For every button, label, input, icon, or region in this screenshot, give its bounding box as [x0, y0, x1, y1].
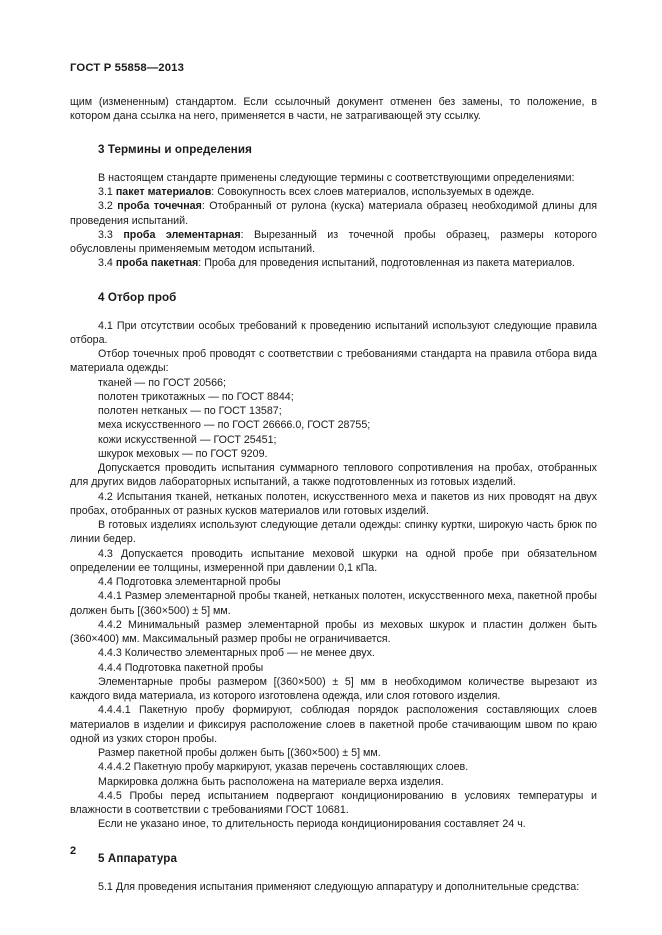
- heading-section-4: 4 Отбор проб: [98, 290, 177, 304]
- term-definition: : Вырезанный из точечной пробы образец, размеры которого обусловлены применяемым методом испытаний.: [70, 228, 597, 256]
- standard-reference-item: шкурок меховых — по ГОСТ 9209.: [98, 447, 268, 460]
- term-entry-3-1: [70, 185, 597, 199]
- clause-marking-placement: Маркировка должна быть расположена на материале верха изделия.: [98, 775, 444, 788]
- term-number: 3.3: [98, 228, 113, 241]
- term-definition: : Проба для проведения испытаний, подготовленная из пакета материалов.: [198, 257, 576, 270]
- clause-4-1-allowance: Допускается проводить испытания суммарного теплового сопротивления на пробах, отобранных для других видов лабораторных испытаний, а также подготовленных из готовых изделий.: [70, 462, 597, 489]
- clause-4-1-sampling-rule: Отбор точечных проб проводят с соответствии с требованиями стандарта на правила отбора вида материала одежды:: [70, 348, 597, 375]
- heading-section-3: 3 Термины и определения: [98, 143, 253, 157]
- clause-4-4: 4.4 Подготовка элементарной пробы: [98, 576, 281, 589]
- term-entry-3-4: [70, 256, 597, 270]
- term-definition: : Совокупность всех слоев материалов, используемых в одежде.: [211, 186, 535, 199]
- term-name: проба точечная: [117, 200, 202, 213]
- clause-4-2-garment-details: В готовых изделиях используют следующие детали одежды: спинку куртки, широкую часть брюк по линии бедер.: [70, 519, 597, 546]
- section3-lead-paragraph: В настоящем стандарте применены следующие термины с соответствующими определениями:: [98, 171, 575, 184]
- page-number-folio: 2: [70, 845, 77, 857]
- clause-4-4-4-body: Элементарные пробы размером [(360×500) ± 5] мм в необходимом количестве вырезают из каждого вида материала, из которого изготовлена одежда, или слоя готового изделия.: [70, 675, 597, 703]
- term-number: 3.1: [98, 186, 113, 199]
- clause-4-3: 4.3 Допускается проводить испытание меховой шкурки на одной пробе при обязательном определении ее толщины, измеренной при давлении 0,1 кПа.: [70, 547, 597, 574]
- standard-reference-item: полотен нетканых — по ГОСТ 13587;: [98, 405, 282, 418]
- clause-conditioning-duration: Если не указано иное, то длительность периода кондиционирования составляет 24 ч.: [98, 818, 526, 831]
- clause-4-4-4: 4.4.4 Подготовка пакетной пробы: [98, 661, 264, 674]
- clause-5-1: 5.1 Для проведения испытания применяют следующую аппаратуру и дополнительные средства:: [98, 880, 580, 893]
- standard-reference-item: меха искусственного — по ГОСТ 26666.0, ГОСТ 28755;: [98, 419, 371, 432]
- clause-4-1: 4.1 При отсутствии особых требований к проведению испытаний используют следующие правила отбора.: [70, 319, 597, 346]
- term-number: 3.4: [98, 257, 113, 270]
- clause-4-4-4-1: 4.4.4.1 Пакетную пробу формируют, соблюдая порядок расположения составляющих слоев материалов в изделии и фиксируя расположение слоев в пакетной пробе стачивающим швом по краю одной из узких сторон пробы.: [70, 704, 597, 745]
- clause-4-4-1: 4.4.1 Размер элементарной пробы тканей, нетканых полотен, искусственного меха, пакетной пробы должен быть [(360×500) ± 5] мм.: [70, 590, 597, 617]
- clause-4-4-3: 4.4.3 Количество элементарных проб — не менее двух.: [98, 647, 375, 660]
- standard-reference-item: полотен трикотажных — по ГОСТ 8844;: [98, 390, 294, 403]
- clause-4-4-4-2: 4.4.4.2 Пакетную пробу маркируют, указав перечень составляющих слоев.: [98, 761, 469, 774]
- clause-packet-sample-size: Размер пакетной пробы должен быть [(360×500) ± 5] мм.: [98, 747, 381, 760]
- term-number: 3.2: [98, 200, 113, 213]
- intro-continuation-paragraph: щим (измененным) стандартом. Если ссылочный документ отменен без замены, то положение, в котором дана ссылка на него, применяется в части, не затрагивающей эту ссылку.: [70, 95, 597, 122]
- running-head-standard-number: ГОСТ Р 55858—2013: [70, 62, 185, 74]
- clause-4-4-5: 4.4.5 Пробы перед испытанием подвергают кондиционированию в условиях температуры и влажности в соответствии с требованиями ГОСТ 10681.: [70, 789, 597, 817]
- standard-reference-item: кожи искусственной — ГОСТ 25451;: [98, 433, 277, 446]
- clause-4-2: 4.2 Испытания тканей, нетканых полотен, искусственного меха и пакетов из них проводят на двух пробах, отобранных от разных кусков материалов или готовых изделий.: [70, 490, 597, 517]
- term-entry-3-2: [70, 199, 597, 228]
- term-entry-3-3: [70, 228, 597, 257]
- term-definition: : Отобранный от рулона (куска) материала образец необходимой длины для проведения испытаний.: [70, 200, 597, 227]
- term-name: пакет материалов: [115, 186, 212, 199]
- term-name: проба элементарная: [123, 228, 241, 241]
- term-name: проба пакетная: [115, 257, 199, 270]
- standard-reference-item: тканей — по ГОСТ 20566;: [98, 376, 226, 389]
- clause-4-4-2: 4.4.2 Минимальный размер элементарной пробы из меховых шкурок и пластин должен быть (360×400) мм. Максимальный размер пробы не ограничивается.: [70, 618, 597, 646]
- page-content: [70, 62, 597, 894]
- heading-section-5: 5 Аппаратура: [98, 851, 178, 865]
